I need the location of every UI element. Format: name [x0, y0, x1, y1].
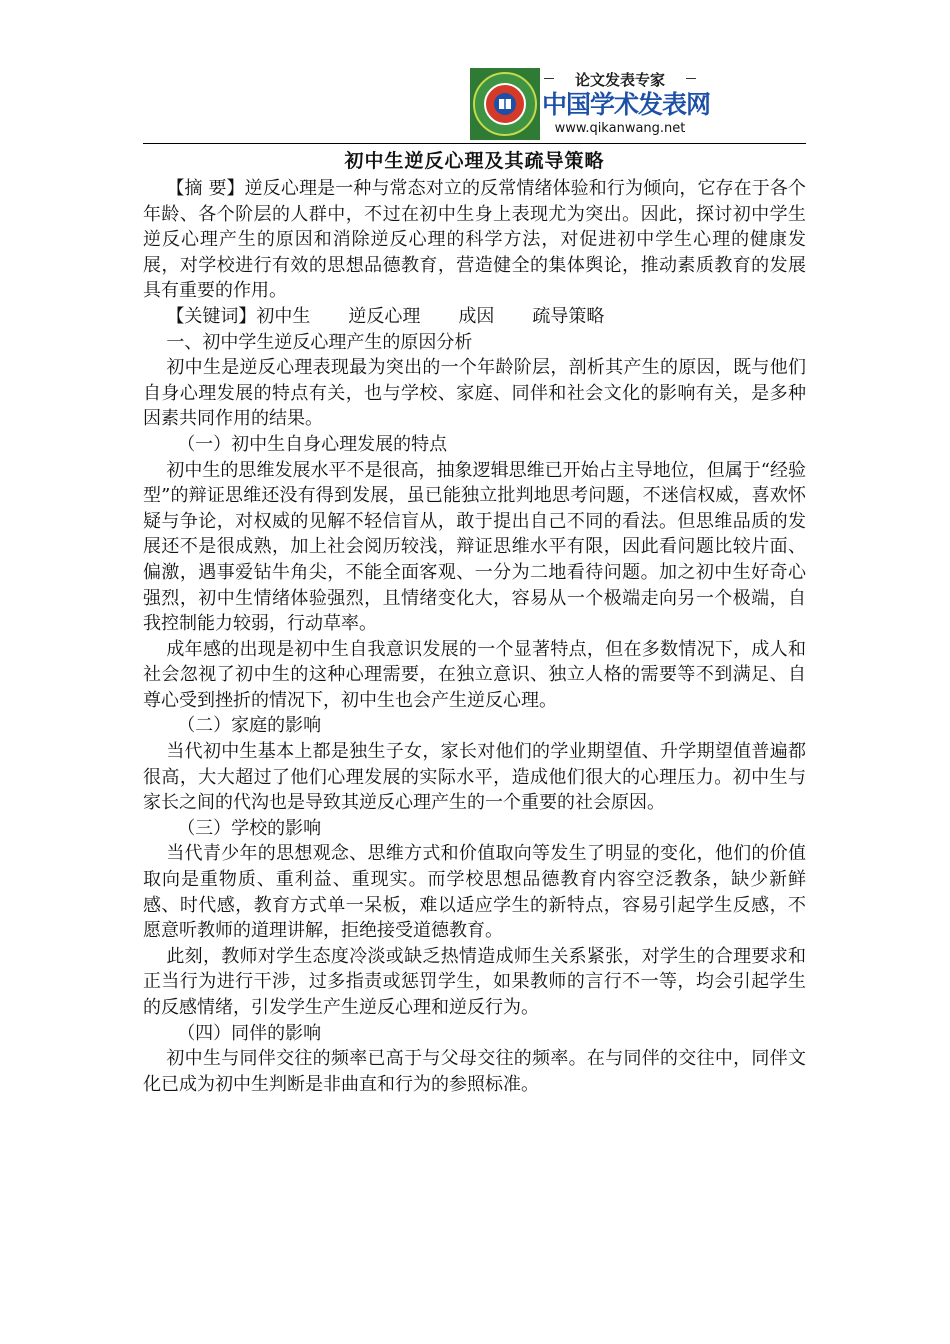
- keyword-2: 逆反心理: [348, 305, 421, 327]
- header-rule: [143, 143, 806, 144]
- site-logo: [470, 68, 711, 140]
- abstract-paragraph: 【摘 要】逆反心理是一种与常态对立的反常情绪体验和行为倾向，它存在于各个年龄、各个阶层的人群中，不过在初中生身上表现尤为突出。因此，探讨初中学生逆反心理产生的原因和消除逆反心理的科学方法，对促进初中学生心理的健康发展，对学校进行有效的思想品德教育，营造健全的集体舆论，推动素质教育的发展具有重要的作用。: [143, 178, 806, 302]
- seal-emblem-icon: [470, 68, 540, 140]
- paragraph-3: 成年感的出现是初中生自我意识发展的一个显著特点，但在多数情况下，成人和社会忽视了初中生的这种心理需要，在独立意识、独立人格的需要等不到满足、自尊心受到挫折的情况下，初中生也会产生逆反心理。: [143, 638, 806, 711]
- keywords-line: [143, 304, 806, 330]
- section-heading-1: 一、初中学生逆反心理产生的原因分析: [166, 331, 473, 353]
- subheading-3: （三）学校的影响: [177, 817, 322, 839]
- document-body: [143, 176, 806, 1097]
- logo-slogan: 论文发表专家: [574, 71, 665, 89]
- paragraph-1: 初中生是逆反心理表现最为突出的一个年龄阶层，剖析其产生的原因，既与他们自身心理发展的特点有关，也与学校、家庭、同伴和社会文化的影响有关，是多种因素共同作用的结果。: [143, 357, 806, 430]
- paragraph-6: 此刻，教师对学生态度冷淡或缺乏热情造成师生关系紧张，对学生的合理要求和正当行为进行干涉，过多指责或惩罚学生，如果教师的言行不一等，均会引起学生的反感情绪，引发学生产生逆反心理和逆反行为。: [143, 945, 806, 1018]
- logo-url: www.qikanwang.net: [554, 121, 686, 136]
- paragraph-4: 当代初中生基本上都是独生子女，家长对他们的学业期望值、升学期望值普遍都很高，大大超过了他们心理发展的实际水平，造成他们很大的心理压力。初中生与家长之间的代沟也是导致其逆反心理产生的一个重要的社会原因。: [143, 741, 806, 814]
- subheading-1: （一）初中生自身心理发展的特点: [177, 433, 448, 455]
- keyword-1: 初中生: [256, 305, 311, 327]
- logo-brand: 中国学术发表网: [542, 90, 711, 119]
- paragraph-2: 初中生的思维发展水平不是很高，抽象逻辑思维已开始占主导地位，但属于“经验型”的辩证思维还没有得到发展，虽已能独立批判地思考问题，不迷信权威，喜欢怀疑与争论，对权威的见解不轻信盲从，敢于提出自己不同的看法。但思维品质的发展还不是很成熟，加上社会阅历较浅，辩证思维水平有限，因此看问题比较片面、偏激，遇事爱钻牛角尖，不能全面客观、一分为二地看待问题。加之初中生好奇心强烈，初中生情绪体验强烈，且情绪变化大，容易从一个极端走向另一个极端，自我控制能力较弱，行动草率。: [143, 459, 806, 635]
- keywords-label: 【关键词】: [166, 305, 257, 327]
- keyword-4: 疏导策略: [532, 305, 605, 327]
- paragraph-5: 当代青少年的思想观念、思维方式和价值取向等发生了明显的变化，他们的价值取向是重物质、重利益、重现实。而学校思想品德教育内容空泛教条，缺少新鲜感、时代感，教育方式单一呆板，难以适应学生的新特点，容易引起学生反感，不愿意听教师的道理讲解，拒绝接受道德教育。: [143, 843, 806, 942]
- keyword-3: 成因: [458, 305, 495, 327]
- subheading-4: （四）同伴的影响: [177, 1022, 322, 1044]
- slogan-rule-right: [686, 78, 696, 79]
- paragraph-7: 初中生与同伴交往的频率已高于与父母交往的频率。在与同伴的交往中，同伴文化已成为初中生判断是非曲直和行为的参照标准。: [143, 1048, 806, 1095]
- subheading-2: （二）家庭的影响: [177, 715, 322, 737]
- document-title: 初中生逆反心理及其疏导策略: [344, 150, 605, 172]
